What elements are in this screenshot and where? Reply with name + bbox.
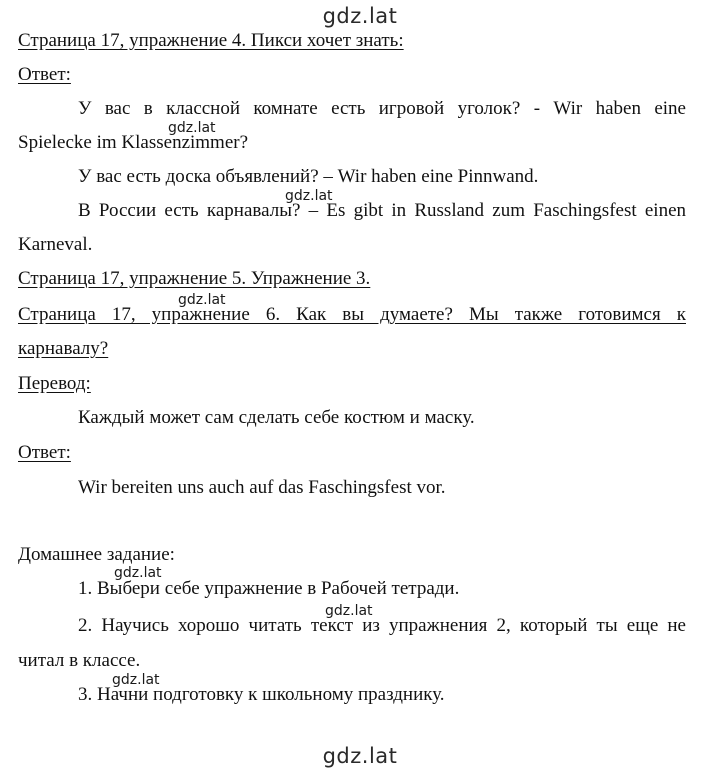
watermark-small: gdz.lat	[285, 188, 333, 204]
watermark-top: gdz.lat	[322, 4, 398, 28]
qa2-line1: У вас есть доска объявлений? – Wir haben eine Pinnwand.	[78, 166, 539, 187]
section1-answer-label: Ответ:	[18, 64, 71, 85]
qa3-line1: В России есть карнавалы? – Es gibt in Russland zum Faschingsfest einen	[78, 200, 686, 221]
homework-label: Домашнее задание:	[18, 544, 175, 565]
homework-item-2-line1: 2. Научись хорошо читать текст из упражнения 2, который ты еще не	[78, 615, 686, 636]
watermark-small: gdz.lat	[112, 672, 160, 688]
qa3-line2: Karneval.	[18, 234, 93, 255]
qa1-line1: У вас в классной комнате есть игровой уголок? - Wir haben eine	[78, 98, 686, 119]
section2-heading: Страница 17, упражнение 5. Упражнение 3.	[18, 268, 371, 289]
watermark-small: gdz.lat	[168, 120, 216, 136]
watermark-bottom: gdz.lat	[322, 744, 398, 768]
section1-heading: Страница 17, упражнение 4. Пикси хочет знать:	[18, 30, 404, 51]
homework-item-1: 1. Выбери себе упражнение в Рабочей тетради.	[78, 578, 460, 599]
translation-text: Каждый может сам сделать себе костюм и маску.	[78, 407, 475, 428]
section3-answer-text: Wir bereiten uns auch auf das Faschingsfest vor.	[78, 477, 446, 498]
homework-item-2-line2: читал в классе.	[18, 650, 141, 671]
watermark-small: gdz.lat	[114, 565, 162, 581]
section3-heading-line2: карнавалу?	[18, 338, 109, 359]
translation-label: Перевод:	[18, 373, 91, 394]
section3-answer-label: Ответ:	[18, 442, 71, 463]
qa1-line2: Spielecke im Klassenzimmer?	[18, 132, 249, 153]
section3-heading-line1: Страница 17, упражнение 6. Как вы думаете? Мы также готовимся к	[18, 304, 686, 325]
homework-item-3: 3. Начни подготовку к школьному празднику.	[78, 684, 445, 705]
watermark-small: gdz.lat	[178, 292, 226, 308]
watermark-small: gdz.lat	[325, 603, 373, 619]
